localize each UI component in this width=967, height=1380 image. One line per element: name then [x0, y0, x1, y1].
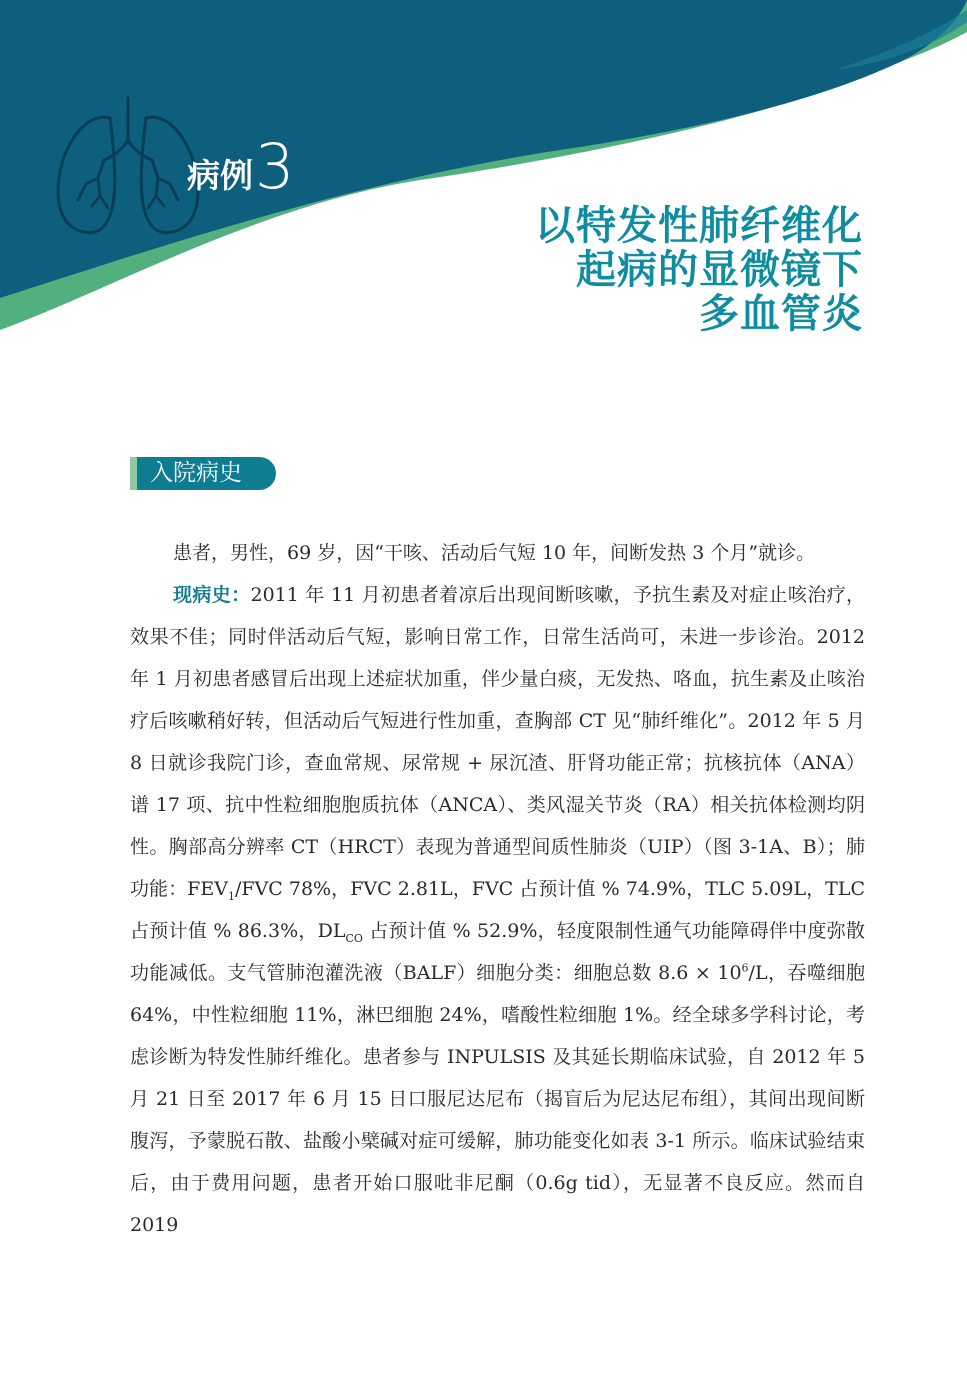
history-text-4: /L，吞噬细胞 64%，中性粒细胞 11%，淋巴细胞 24%，嗜酸性粒细胞 1%。经全球多学科讨论，考虑诊断为特发性肺纤维化。患者参与 INPULSIS 及其延长期临床试验，自 2012 年 5 月 21 日至 2017 年 6 月 15 日口服尼达尼布（揭盲后为尼达尼布组），其间出现间断腹泻，予蒙脱石散、盐酸小檗碱对症可缓解，肺功能变化如表 3-1 所示。临床试验结束后，由于费用问题，患者开始口服吡非尼酮（0.6g tid），无显著不良反应。然而自 2019: [130, 962, 865, 1236]
section-heading: 入院病史: [130, 457, 276, 490]
body-text: [130, 532, 865, 1246]
title-line-2: 起病的显微镜下: [576, 247, 863, 293]
history-text-1: 2011 年 11 月初患者着凉后出现间断咳嗽，予抗生素及对症止咳治疗，效果不佳；同时伴活动后气短，影响日常工作，日常生活尚可，未进一步诊治。2012 年 1 月初患者感冒后出现上述症状加重，伴少量白痰，无发热、咯血，抗生素及止咳治疗后咳嗽稍好转，但活动后气短进行性加重，查胸部 CT 见“肺纤维化”。2012 年 5 月 8 日就诊我院门诊，查血常规、尿常规 + 尿沉渣、肝肾功能正常；抗核抗体（ANA）谱 17 项、抗中性粒细胞胞质抗体（ANCA）、类风湿关节炎（RA）相关抗体检测均阴性。胸部高分辨率 CT（HRCT）表现为普通型间质性肺炎（UIP）（图 3-1A、B）；肺功能：FEV: [130, 584, 865, 900]
title-line-1: 以特发性肺纤维化: [535, 203, 863, 249]
case-label: [187, 118, 295, 203]
exponent: 6: [741, 961, 749, 975]
history-text-2: /FVC 78%，FVC 2.81L，FVC 占预计值 % 74.9%，TLC 5.09L，TLC 占预计值 % 86.3%，DL: [130, 878, 865, 942]
case-title: [535, 204, 863, 336]
dlco-subscript: CO: [345, 931, 363, 945]
history-paragraph: [130, 574, 865, 1246]
history-text-3: 占预计值 % 52.9%，轻度限制性通气功能障碍伴中度弥散功能减低。支气管肺泡灌洗液（BALF）细胞分类：细胞总数 8.6 × 10: [130, 920, 865, 984]
title-line-3: 多血管炎: [699, 291, 863, 337]
fev-subscript: 1: [227, 889, 235, 903]
intro-paragraph: 患者，男性，69 岁，因“干咳、活动后气短 10 年，间断发热 3 个月”就诊。: [173, 542, 816, 564]
history-label: 现病史：: [173, 584, 251, 606]
case-number: 3: [255, 130, 295, 203]
case-word: 病例: [187, 156, 253, 195]
